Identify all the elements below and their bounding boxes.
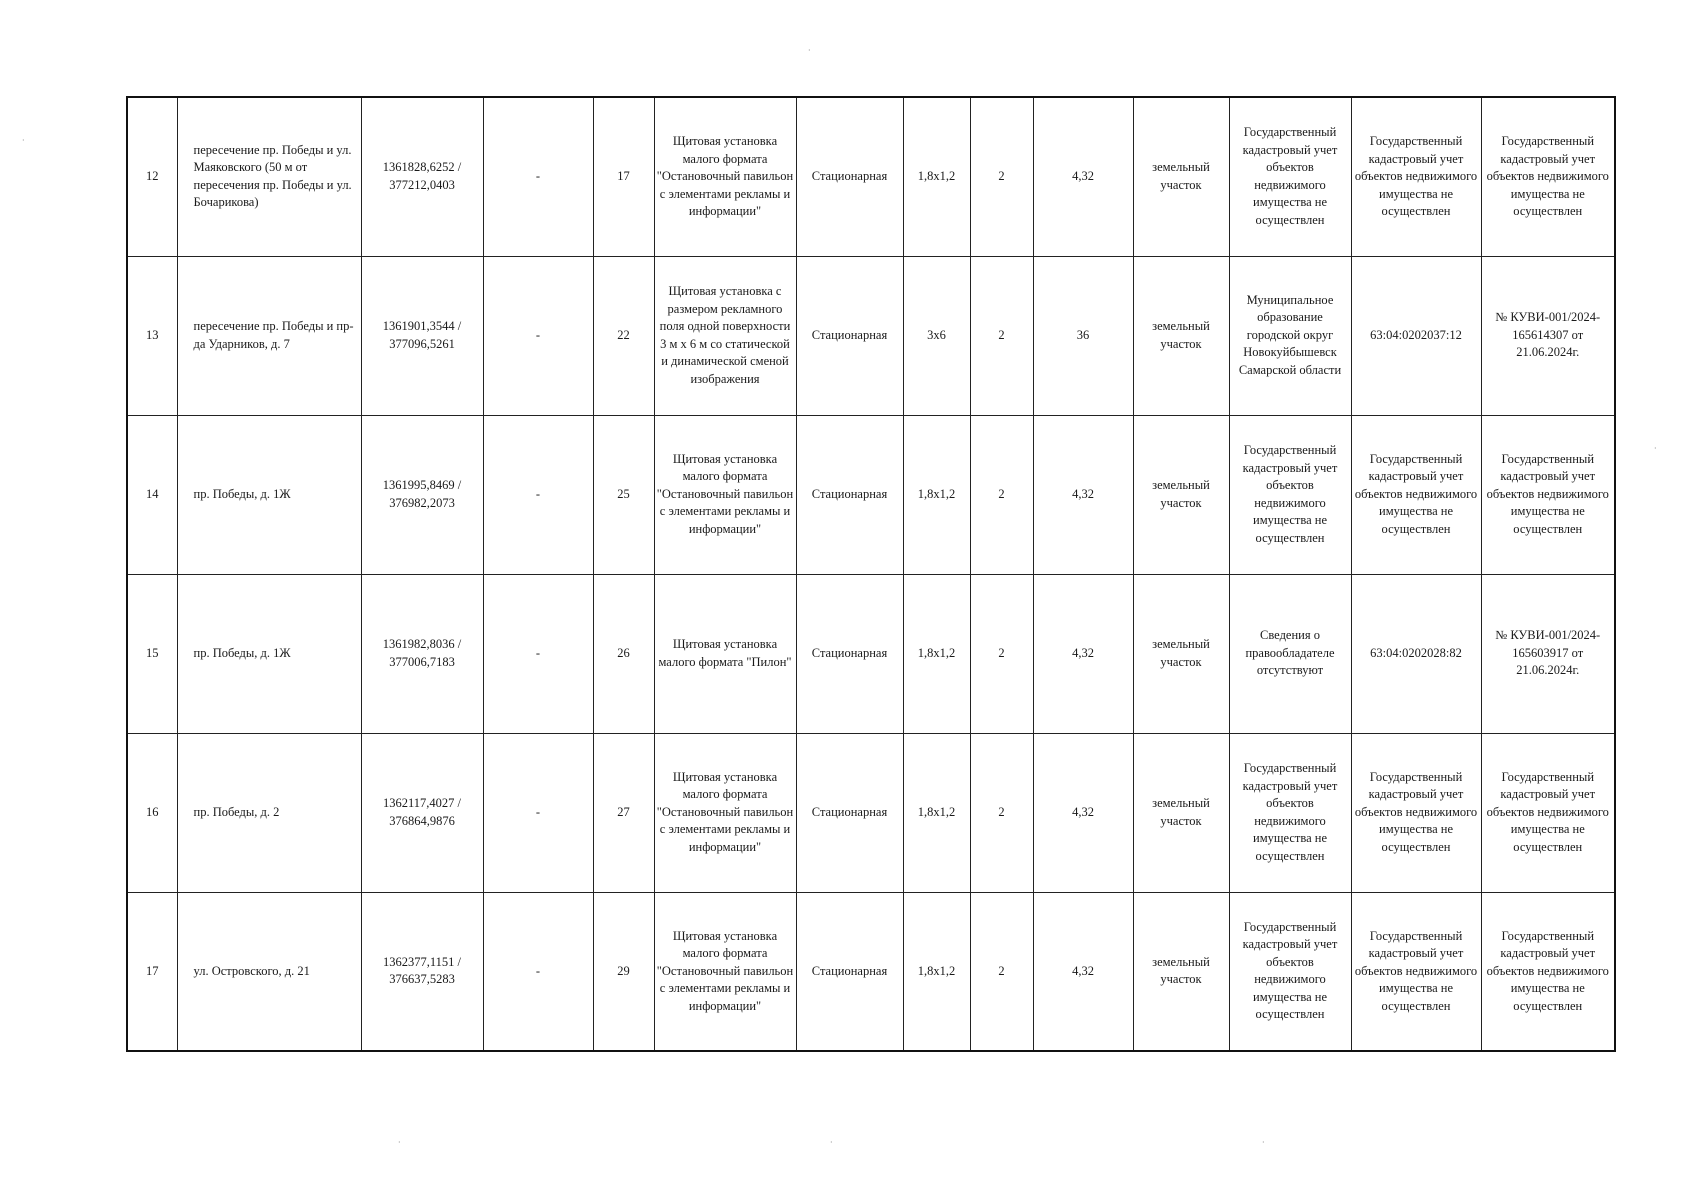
cell-area: 4,32	[1033, 415, 1133, 574]
cell-scheme-number: 27	[593, 733, 654, 892]
cell-coordinates: 1361995,8469 / 376982,2073	[361, 415, 483, 574]
cell-cadastral-number: Государственный кадастровый учет объектов недвижимого имущества не осуществлен	[1351, 97, 1481, 256]
cell-dash: -	[483, 415, 593, 574]
cell-area: 4,32	[1033, 733, 1133, 892]
cell-owner: Муниципальное образование городской округ Новокуйбышевск Самарской области	[1229, 256, 1351, 415]
cell-row-number: 16	[127, 733, 177, 892]
cell-mount-type: Стационарная	[796, 892, 903, 1051]
scan-speck: ·	[1262, 1138, 1265, 1147]
cell-address: ул. Островского, д. 21	[177, 892, 361, 1051]
cell-field-size: 1,8х1,2	[903, 574, 970, 733]
table-row	[127, 733, 1615, 892]
cell-area: 4,32	[1033, 97, 1133, 256]
cell-egrn-extract: № КУВИ-001/2024-165603917 от 21.06.2024г.	[1481, 574, 1615, 733]
cell-row-number: 17	[127, 892, 177, 1051]
cell-coordinates: 1361982,8036 / 377006,7183	[361, 574, 483, 733]
table-row	[127, 574, 1615, 733]
cell-address: пр. Победы, д. 1Ж	[177, 574, 361, 733]
cell-coordinates: 1362377,1151 / 376637,5283	[361, 892, 483, 1051]
cell-owner: Государственный кадастровый учет объектов недвижимого имущества не осуществлен	[1229, 733, 1351, 892]
table-row	[127, 97, 1615, 256]
cell-structure-type: Щитовая установка малого формата "Остановочный павильон с элементами рекламы и информации"	[654, 97, 796, 256]
cell-sides-count: 2	[970, 415, 1033, 574]
cell-egrn-extract: Государственный кадастровый учет объектов недвижимого имущества не осуществлен	[1481, 97, 1615, 256]
cell-land-type: земельный участок	[1133, 415, 1229, 574]
table-row	[127, 256, 1615, 415]
cell-cadastral-number: Государственный кадастровый учет объектов недвижимого имущества не осуществлен	[1351, 415, 1481, 574]
scan-speck: ·	[808, 46, 811, 55]
table-row	[127, 415, 1615, 574]
cell-sides-count: 2	[970, 256, 1033, 415]
table-row	[127, 892, 1615, 1051]
scan-speck: ·	[22, 136, 25, 145]
cell-structure-type: Щитовая установка с размером рекламного поля одной поверхности 3 м х 6 м со статической и динамической сменой изображения	[654, 256, 796, 415]
cell-mount-type: Стационарная	[796, 574, 903, 733]
cell-coordinates: 1361901,3544 / 377096,5261	[361, 256, 483, 415]
cell-area: 4,32	[1033, 892, 1133, 1051]
cell-cadastral-number: Государственный кадастровый учет объектов недвижимого имущества не осуществлен	[1351, 733, 1481, 892]
cell-area: 4,32	[1033, 574, 1133, 733]
cell-dash: -	[483, 97, 593, 256]
cell-field-size: 3х6	[903, 256, 970, 415]
scan-speck: ·	[398, 1138, 401, 1147]
cell-structure-type: Щитовая установка малого формата "Остановочный павильон с элементами рекламы и информации"	[654, 892, 796, 1051]
cell-address: пр. Победы, д. 2	[177, 733, 361, 892]
cell-owner: Государственный кадастровый учет объектов недвижимого имущества не осуществлен	[1229, 892, 1351, 1051]
cell-field-size: 1,8х1,2	[903, 415, 970, 574]
cell-land-type: земельный участок	[1133, 97, 1229, 256]
advertising-structures-table	[126, 96, 1616, 1052]
cell-owner: Государственный кадастровый учет объектов недвижимого имущества не осуществлен	[1229, 97, 1351, 256]
cell-coordinates: 1362117,4027 / 376864,9876	[361, 733, 483, 892]
cell-address: пр. Победы, д. 1Ж	[177, 415, 361, 574]
cell-scheme-number: 25	[593, 415, 654, 574]
cell-row-number: 15	[127, 574, 177, 733]
cell-scheme-number: 22	[593, 256, 654, 415]
cell-cadastral-number: 63:04:0202028:82	[1351, 574, 1481, 733]
cell-dash: -	[483, 892, 593, 1051]
cell-egrn-extract: Государственный кадастровый учет объектов недвижимого имущества не осуществлен	[1481, 892, 1615, 1051]
cell-owner: Сведения о правообладателе отсутствуют	[1229, 574, 1351, 733]
cell-scheme-number: 29	[593, 892, 654, 1051]
cell-mount-type: Стационарная	[796, 256, 903, 415]
cell-row-number: 13	[127, 256, 177, 415]
cell-coordinates: 1361828,6252 / 377212,0403	[361, 97, 483, 256]
cell-scheme-number: 26	[593, 574, 654, 733]
table-body	[127, 97, 1615, 1051]
cell-row-number: 12	[127, 97, 177, 256]
scan-speck: ·	[1654, 444, 1657, 453]
cell-area: 36	[1033, 256, 1133, 415]
cell-dash: -	[483, 256, 593, 415]
cell-row-number: 14	[127, 415, 177, 574]
cell-address: пересечение пр. Победы и пр-да Ударников, д. 7	[177, 256, 361, 415]
cell-structure-type: Щитовая установка малого формата "Остановочный павильон с элементами рекламы и информации"	[654, 415, 796, 574]
cell-mount-type: Стационарная	[796, 415, 903, 574]
cell-structure-type: Щитовая установка малого формата "Остановочный павильон с элементами рекламы и информации"	[654, 733, 796, 892]
cell-sides-count: 2	[970, 733, 1033, 892]
scan-speck: ·	[830, 1138, 833, 1147]
cell-field-size: 1,8х1,2	[903, 733, 970, 892]
cell-land-type: земельный участок	[1133, 892, 1229, 1051]
cell-egrn-extract: № КУВИ-001/2024-165614307 от 21.06.2024г.	[1481, 256, 1615, 415]
cell-land-type: земельный участок	[1133, 733, 1229, 892]
cell-owner: Государственный кадастровый учет объектов недвижимого имущества не осуществлен	[1229, 415, 1351, 574]
cell-dash: -	[483, 574, 593, 733]
cell-scheme-number: 17	[593, 97, 654, 256]
cell-sides-count: 2	[970, 97, 1033, 256]
cell-egrn-extract: Государственный кадастровый учет объектов недвижимого имущества не осуществлен	[1481, 415, 1615, 574]
cell-field-size: 1,8х1,2	[903, 97, 970, 256]
cell-land-type: земельный участок	[1133, 256, 1229, 415]
cell-cadastral-number: 63:04:0202037:12	[1351, 256, 1481, 415]
cell-structure-type: Щитовая установка малого формата "Пилон"	[654, 574, 796, 733]
cell-dash: -	[483, 733, 593, 892]
cell-sides-count: 2	[970, 574, 1033, 733]
cell-egrn-extract: Государственный кадастровый учет объектов недвижимого имущества не осуществлен	[1481, 733, 1615, 892]
cell-address: пересечение пр. Победы и ул. Маяковского (50 м от пересечения пр. Победы и ул. Бочарикова)	[177, 97, 361, 256]
cell-mount-type: Стационарная	[796, 733, 903, 892]
cell-land-type: земельный участок	[1133, 574, 1229, 733]
cell-cadastral-number: Государственный кадастровый учет объектов недвижимого имущества не осуществлен	[1351, 892, 1481, 1051]
cell-sides-count: 2	[970, 892, 1033, 1051]
cell-field-size: 1,8х1,2	[903, 892, 970, 1051]
cell-mount-type: Стационарная	[796, 97, 903, 256]
